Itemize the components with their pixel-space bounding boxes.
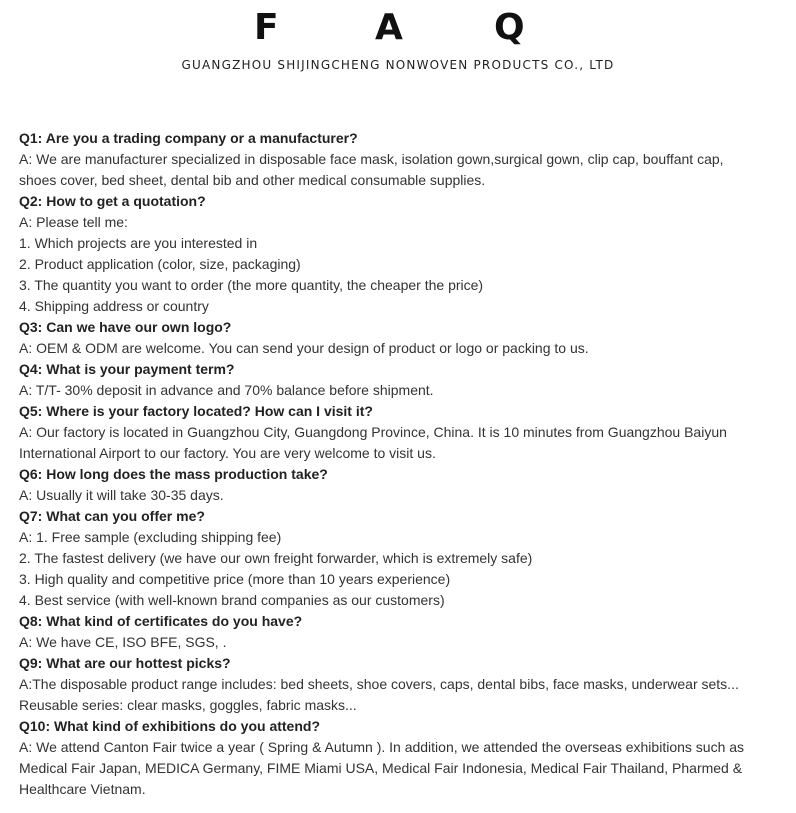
faq-question-7: Q7: What can you offer me? bbox=[19, 508, 205, 524]
faq-answer-2-line-2: 1. Which projects are you interested in bbox=[19, 235, 258, 251]
faq-answer-2-line-1: A: Please tell me: bbox=[19, 214, 128, 230]
faq-question-10: Q10: What kind of exhibitions do you attend? bbox=[19, 718, 320, 734]
faq-answer-2-line-5: 4. Shipping address or country bbox=[19, 298, 209, 314]
faq-answer-1-line-2: shoes cover, bed sheet, dental bib and other medical consumable supplies. bbox=[19, 172, 486, 188]
faq-question-6: Q6: How long does the mass production take? bbox=[19, 466, 328, 482]
company-name: GUANGZHOU SHIJINGCHENG NONWOVEN PRODUCTS CO., LTD bbox=[181, 58, 615, 72]
faq-answer-5-line-2: International Airport to our factory. You are very welcome to visit us. bbox=[19, 445, 436, 461]
faq-answer-3-line-1: A: OEM & ODM are welcome. You can send your design of product or logo or packing to us. bbox=[19, 340, 589, 356]
faq-answer-9-line-1: A:The disposable product range includes: bed sheets, shoe covers, caps, dental bibs, face masks, underwear sets... bbox=[19, 676, 739, 692]
faq-answer-1-line-1: A: We are manufacturer specialized in disposable face mask, isolation gown,surgical gown, clip cap, bouffant cap, bbox=[19, 151, 724, 167]
faq-question-8: Q8: What kind of certificates do you have? bbox=[19, 613, 303, 629]
faq-answer-10-line-3: Healthcare Vietnam. bbox=[19, 781, 146, 797]
faq-answer-7-line-1: A: 1. Free sample (excluding shipping fee) bbox=[19, 529, 282, 545]
faq-answer-5-line-1: A: Our factory is located in Guangzhou City, Guangdong Province, China. It is 10 minutes from Guangzhou Baiyun bbox=[19, 424, 727, 440]
faq-answer-10-line-2: Medical Fair Japan, MEDICA Germany, FIME Miami USA, Medical Fair Indonesia, Medical Fair Thailand, Pharmed & bbox=[19, 760, 743, 776]
faq-title-letter-f: F bbox=[254, 7, 279, 48]
faq-answer-2-line-3: 2. Product application (color, size, packaging) bbox=[19, 256, 301, 272]
faq-answer-7-line-4: 4. Best service (with well-known brand companies as our customers) bbox=[19, 592, 445, 608]
faq-question-3: Q3: Can we have our own logo? bbox=[19, 319, 232, 335]
faq-question-9: Q9: What are our hottest picks? bbox=[19, 655, 231, 671]
faq-answer-7-line-2: 2. The fastest delivery (we have our own freight forwarder, which is extremely safe) bbox=[19, 550, 533, 566]
faq-answer-9-line-2: Reusable series: clear masks, goggles, fabric masks... bbox=[19, 697, 357, 713]
faq-question-2: Q2: How to get a quotation? bbox=[19, 193, 206, 209]
faq-question-4: Q4: What is your payment term? bbox=[19, 361, 235, 377]
faq-answer-7-line-3: 3. High quality and competitive price (more than 10 years experience) bbox=[19, 571, 451, 587]
faq-question-1: Q1: Are you a trading company or a manufacturer? bbox=[19, 130, 358, 146]
faq-list bbox=[19, 128, 759, 800]
faq-answer-4-line-1: A: T/T- 30% deposit in advance and 70% balance before shipment. bbox=[19, 382, 434, 398]
page-header bbox=[0, 0, 796, 80]
faq-answer-10-line-1: A: We attend Canton Fair twice a year ( Spring & Autumn ). In addition, we attended the overseas exhibitions such as bbox=[19, 739, 745, 755]
faq-title-letter-a: A bbox=[375, 7, 403, 48]
faq-question-5: Q5: Where is your factory located? How can I visit it? bbox=[19, 403, 373, 419]
faq-answer-8-line-1: A: We have CE, ISO BFE, SGS, . bbox=[19, 634, 227, 650]
faq-answer-2-line-4: 3. The quantity you want to order (the more quantity, the cheaper the price) bbox=[19, 277, 484, 293]
faq-answer-6-line-1: A: Usually it will take 30-35 days. bbox=[19, 487, 224, 503]
faq-title-letter-q: Q bbox=[494, 7, 525, 48]
